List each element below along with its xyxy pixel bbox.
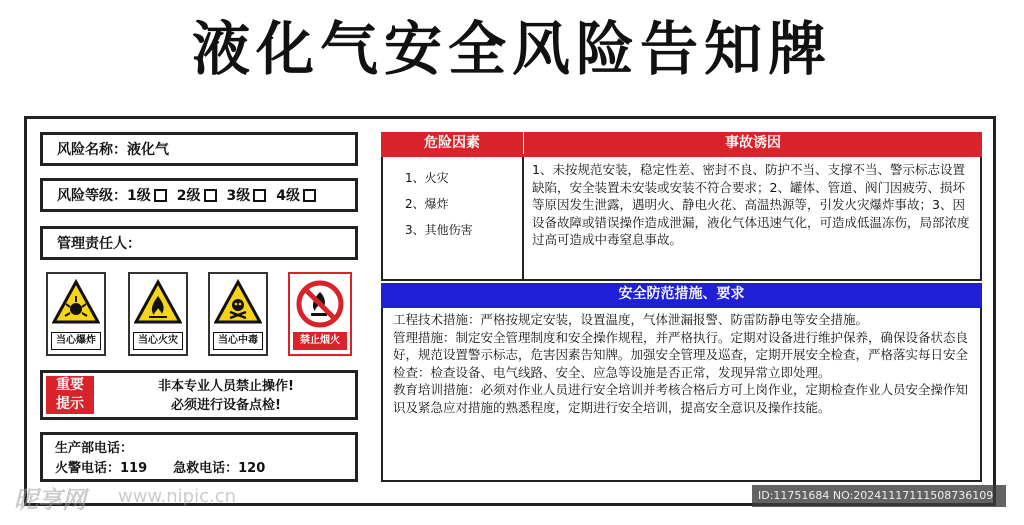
engineering-measures: 工程技术措施：严格按规定安装，设置温度，气体泄漏报警、防雷防静电等安全措施。 xyxy=(393,312,869,327)
notice-tag xyxy=(46,376,94,414)
risk-factors-box xyxy=(381,157,524,281)
fire-sign-label: 当心火灾 xyxy=(133,332,183,350)
explosion-sign xyxy=(46,272,106,356)
production-phone: 生产部电话： xyxy=(55,441,134,456)
level-1-checkbox[interactable] xyxy=(154,189,167,202)
emergency-phone: 急救电话：120 xyxy=(173,461,266,476)
explosion-sign-label: 当心爆炸 xyxy=(51,332,101,350)
notice-tag-line1: 重要 xyxy=(56,377,84,393)
safety-measures-header: 安全防范措施、要求 xyxy=(381,283,982,305)
watermark-id: ID:11751684 NO:20241117111508736109 xyxy=(752,485,1006,507)
level-option-3: 3级 xyxy=(226,188,251,204)
notice-line2: 必须进行设备点检! xyxy=(171,398,281,413)
level-option-4: 4级 xyxy=(276,188,300,204)
training-measures: 教育培训措施：必须对作业人员进行安全培训并考核合格后方可上岗作业，定期检查作业人员安全操作知识及紧急应对措施的熟悉程度，定期进行安全培训，提高安全意识及操作技能。 xyxy=(393,382,969,415)
notice-line1: 非本专业人员禁止操作! xyxy=(158,379,294,394)
risk-name-field xyxy=(40,132,358,166)
owner-field xyxy=(40,226,358,260)
accident-causes-box xyxy=(522,157,982,281)
contact-phones xyxy=(40,432,358,482)
poison-sign-label: 当心中毒 xyxy=(213,332,263,350)
level-option-1: 1级 xyxy=(127,188,151,204)
important-notice xyxy=(40,370,358,420)
page-title: 液化气安全风险告知牌 xyxy=(191,15,832,83)
watermark-url: www.nipic.cn xyxy=(118,486,236,507)
explosion-warning-icon xyxy=(52,278,100,330)
watermark-brand: 昵享网 xyxy=(14,486,86,514)
level-2-checkbox[interactable] xyxy=(204,189,217,202)
safety-measures-box xyxy=(381,308,982,482)
risk-factor-item: 1、火灾 xyxy=(405,171,449,185)
risk-name-text: 风险名称：液化气 xyxy=(57,142,169,158)
risk-level-label: 风险等级： xyxy=(57,188,127,204)
no-fire-sign-label: 禁止烟火 xyxy=(293,332,347,350)
no-fire-icon xyxy=(294,278,346,330)
fire-warning-icon xyxy=(134,278,182,330)
risk-factor-item: 2、爆炸 xyxy=(405,197,449,211)
no-fire-sign xyxy=(288,272,352,356)
level-4-checkbox[interactable] xyxy=(303,189,316,202)
accident-causes-text: 1、未按规范安装，稳定性差、密封不良、防护不当、支撑不当、警示标志设置缺陷，安全装置未安装或安装不符合要求；2、罐体、管道、阀门因疲劳、损坏等原因发生泄露，遇明火、静电火花、高温热源等，引发火灾爆炸事故；3、因设备故障或错误操作造成泄漏，液化气体迅速气化，可造成低温冻伤，局部浓度过高可造成中毒窒息事故。 xyxy=(532,162,970,247)
accident-causes-header: 事故诱因 xyxy=(524,132,982,154)
risk-factor-item: 3、其他伤害 xyxy=(405,223,473,237)
notice-tag-line2: 提示 xyxy=(56,396,84,412)
level-option-2: 2级 xyxy=(176,188,201,204)
fire-sign xyxy=(128,272,188,356)
fire-phone: 火警电话：119 xyxy=(55,461,148,476)
notice-message xyxy=(99,377,353,415)
risk-level-field xyxy=(40,178,358,212)
poison-warning-icon xyxy=(214,278,262,330)
management-measures: 管理措施：制定安全管理制度和安全操作规程，并严格执行。定期对设备进行维护保养，确保设备状态良好，规范设置警示标志，危害因素告知牌。加强安全管理及巡查，定期开展安全检查，严格落实每日安全检查：检查设备、电气线路、安全、应急等设施是否正常，发现异常立即处理。 xyxy=(393,329,969,380)
owner-label: 管理责任人： xyxy=(57,236,141,252)
poison-sign xyxy=(208,272,268,356)
risk-factors-header: 危险因素 xyxy=(381,132,523,154)
level-3-checkbox[interactable] xyxy=(253,189,266,202)
